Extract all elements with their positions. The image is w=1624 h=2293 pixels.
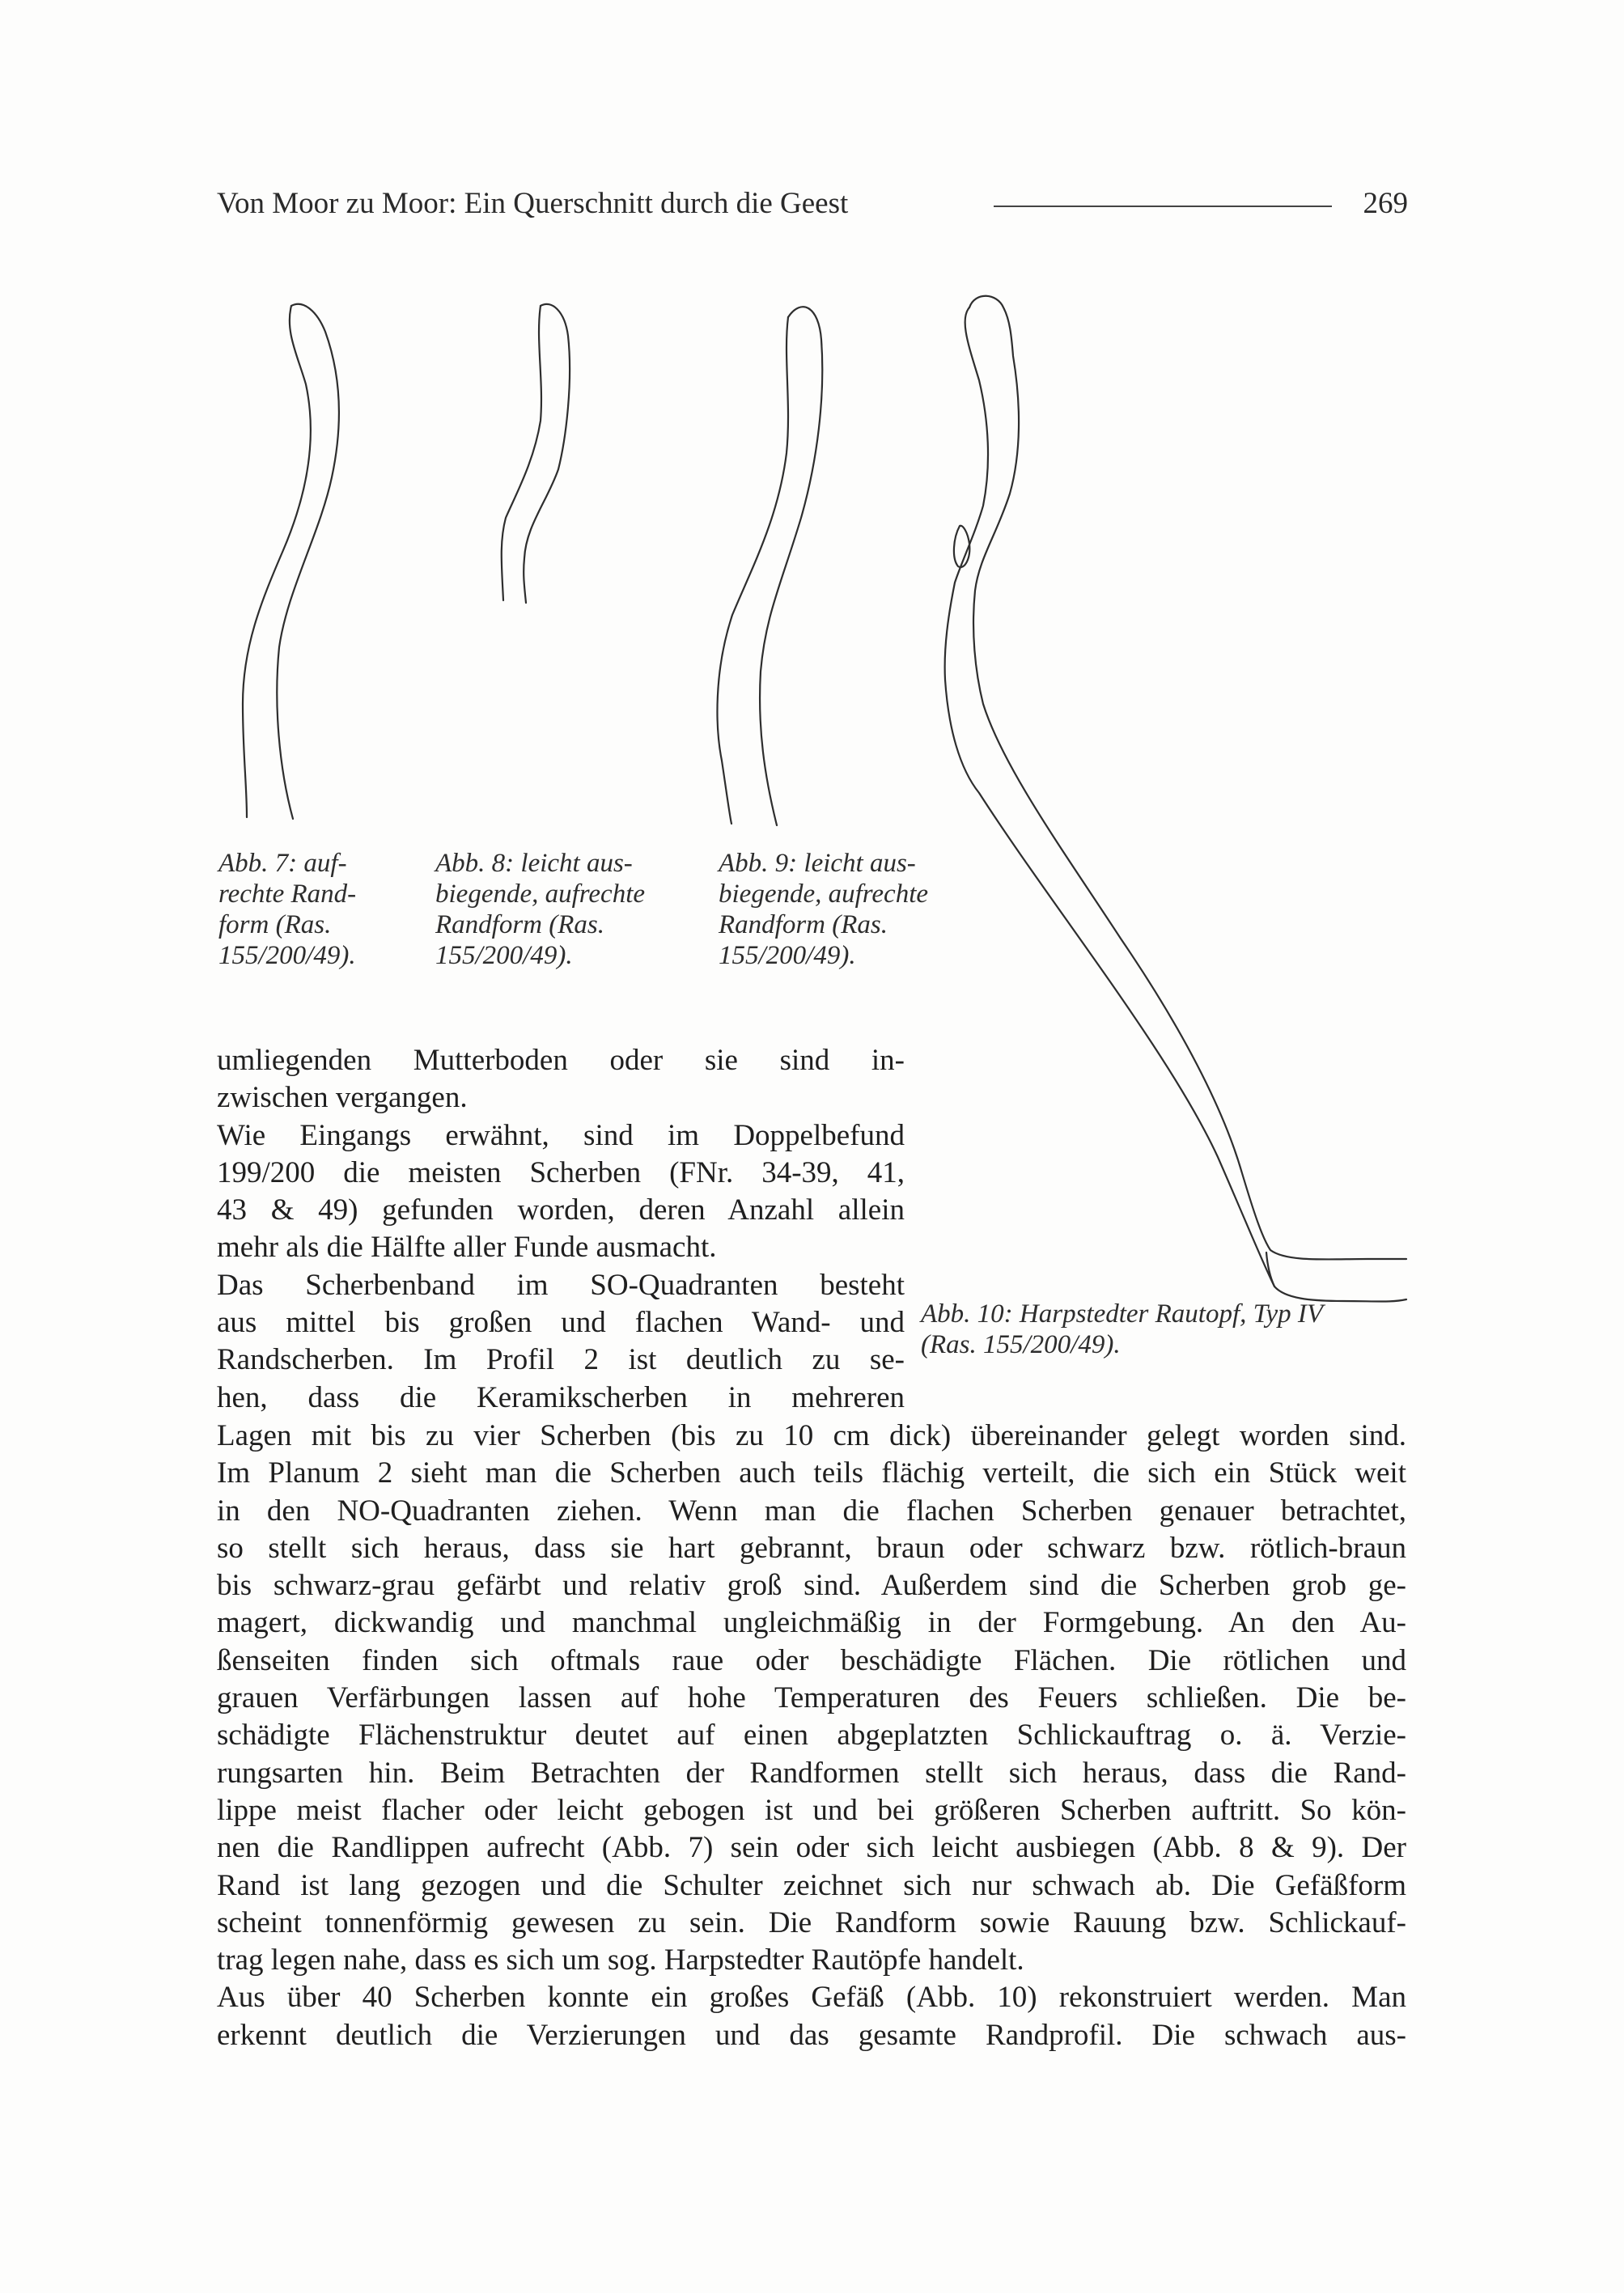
caption-line: Randform (Ras. <box>435 910 604 939</box>
body-text-full <box>217 1418 1406 2054</box>
text-line: bis schwarz-grau gefärbt und relativ groß sind. Außerdem sind die Scherben grob ge- <box>217 1569 1406 1603</box>
caption-abb10 <box>921 1299 1323 1360</box>
text-line: 199/200 die meisten Scherben (FNr. 34-39, 41, <box>217 1155 905 1189</box>
caption-abb9 <box>719 848 928 971</box>
text-line: Im Planum 2 sieht man die Scherben auch teils flächig verteilt, die sich ein Stück weit <box>217 1456 1406 1490</box>
abb9-rim-profile-icon <box>717 307 822 825</box>
running-title: Von Moor zu Moor: Ein Querschnitt durch die Geest <box>217 187 849 220</box>
abb7-rim-profile-icon <box>243 304 339 819</box>
text-line: mehr als die Hälfte aller Funde ausmacht. <box>217 1231 717 1265</box>
text-line: schädigte Flächenstruktur deutet auf einen abgeplatzten Schlickauftrag o. ä. Verzie- <box>217 1719 1406 1753</box>
text-line: ßenseiten finden sich oftmals raue oder beschädigte Flächen. Die rötlichen und <box>217 1643 1406 1677</box>
caption-line: Randform (Ras. <box>719 910 888 939</box>
text-line: erkennt deutlich die Verzierungen und das gesamte Randprofil. Die schwach aus- <box>217 2018 1406 2052</box>
text-line: rungsarten hin. Beim Betrachten der Randformen stellt sich heraus, dass die Rand- <box>217 1756 1406 1790</box>
abb10-vessel-profile-icon <box>945 296 1406 1302</box>
text-line: magert, dickwandig und manchmal ungleichmäßig in der Formgebung. An den Au- <box>217 1606 1406 1640</box>
caption-line: biegende, aufrechte <box>435 879 646 909</box>
caption-abb8 <box>435 848 645 971</box>
caption-line: 155/200/49). <box>218 941 356 970</box>
abb8-rim-profile-icon <box>502 304 570 603</box>
caption-line: 155/200/49). <box>719 941 856 970</box>
caption-line: Abb. 9: leicht aus- <box>719 849 916 878</box>
text-line: lippe meist flacher oder leicht gebogen ist und bei größeren Scherben auftritt. So kön- <box>217 1793 1406 1827</box>
text-line: hen, dass die Keramikscherben in mehreren <box>217 1380 905 1414</box>
text-line: so stellt sich heraus, dass sie hart gebrannt, braun oder schwarz bzw. rötlich-braun <box>217 1531 1406 1565</box>
text-line: Lagen mit bis zu vier Scherben (bis zu 10 cm dick) übereinander gelegt worden sind. <box>217 1419 1406 1452</box>
text-line: in den NO-Quadranten ziehen. Wenn man die flachen Scherben genauer betrachtet, <box>217 1494 1406 1528</box>
text-line: grauen Verfärbungen lassen auf hohe Temperaturen des Feuers schließen. Die be- <box>217 1681 1406 1715</box>
caption-abb7 <box>218 848 356 971</box>
body-text-narrow <box>217 1042 905 1417</box>
caption-line: Abb. 7: auf- <box>218 849 347 878</box>
caption-line: form (Ras. <box>218 910 332 939</box>
text-line: zwischen vergangen. <box>217 1081 468 1115</box>
text-line: 43 & 49) gefunden worden, deren Anzahl allein <box>217 1193 905 1227</box>
caption-line: (Ras. 155/200/49). <box>921 1330 1121 1359</box>
text-line: aus mittel bis großen und flachen Wand- und <box>217 1306 905 1340</box>
caption-line: rechte Rand- <box>218 879 357 909</box>
text-line: Wie Eingangs erwähnt, sind im Doppelbefund <box>217 1118 905 1152</box>
caption-line: 155/200/49). <box>435 941 573 970</box>
caption-line: Abb. 10: Harpstedter Rautopf, Typ IV <box>921 1299 1324 1329</box>
text-line: Rand ist lang gezogen und die Schulter zeichnet sich nur schwach ab. Die Gefäßform <box>217 1868 1406 1902</box>
text-line: trag legen nahe, dass es sich um sog. Harpstedter Rautöpfe handelt. <box>217 1943 1024 1977</box>
text-line: Das Scherbenband im SO-Quadranten besteht <box>217 1268 905 1302</box>
page-number: 269 <box>1363 187 1408 220</box>
text-line: nen die Randlippen aufrecht (Abb. 7) sein oder sich leicht ausbiegen (Abb. 8 & 9). Der <box>217 1831 1406 1865</box>
text-line: umliegenden Mutterboden oder sie sind in- <box>217 1044 905 1077</box>
text-line: scheint tonnenförmig gewesen zu sein. Die Randform sowie Rauung bzw. Schlickauf- <box>217 1905 1406 1939</box>
text-line: Randscherben. Im Profil 2 ist deutlich zu se- <box>217 1343 905 1377</box>
caption-line: biegende, aufrechte <box>719 879 929 909</box>
caption-line: Abb. 8: leicht aus- <box>435 849 633 878</box>
text-line: Aus über 40 Scherben konnte ein großes Gefäß (Abb. 10) rekonstruiert werden. Man <box>217 1981 1406 2015</box>
